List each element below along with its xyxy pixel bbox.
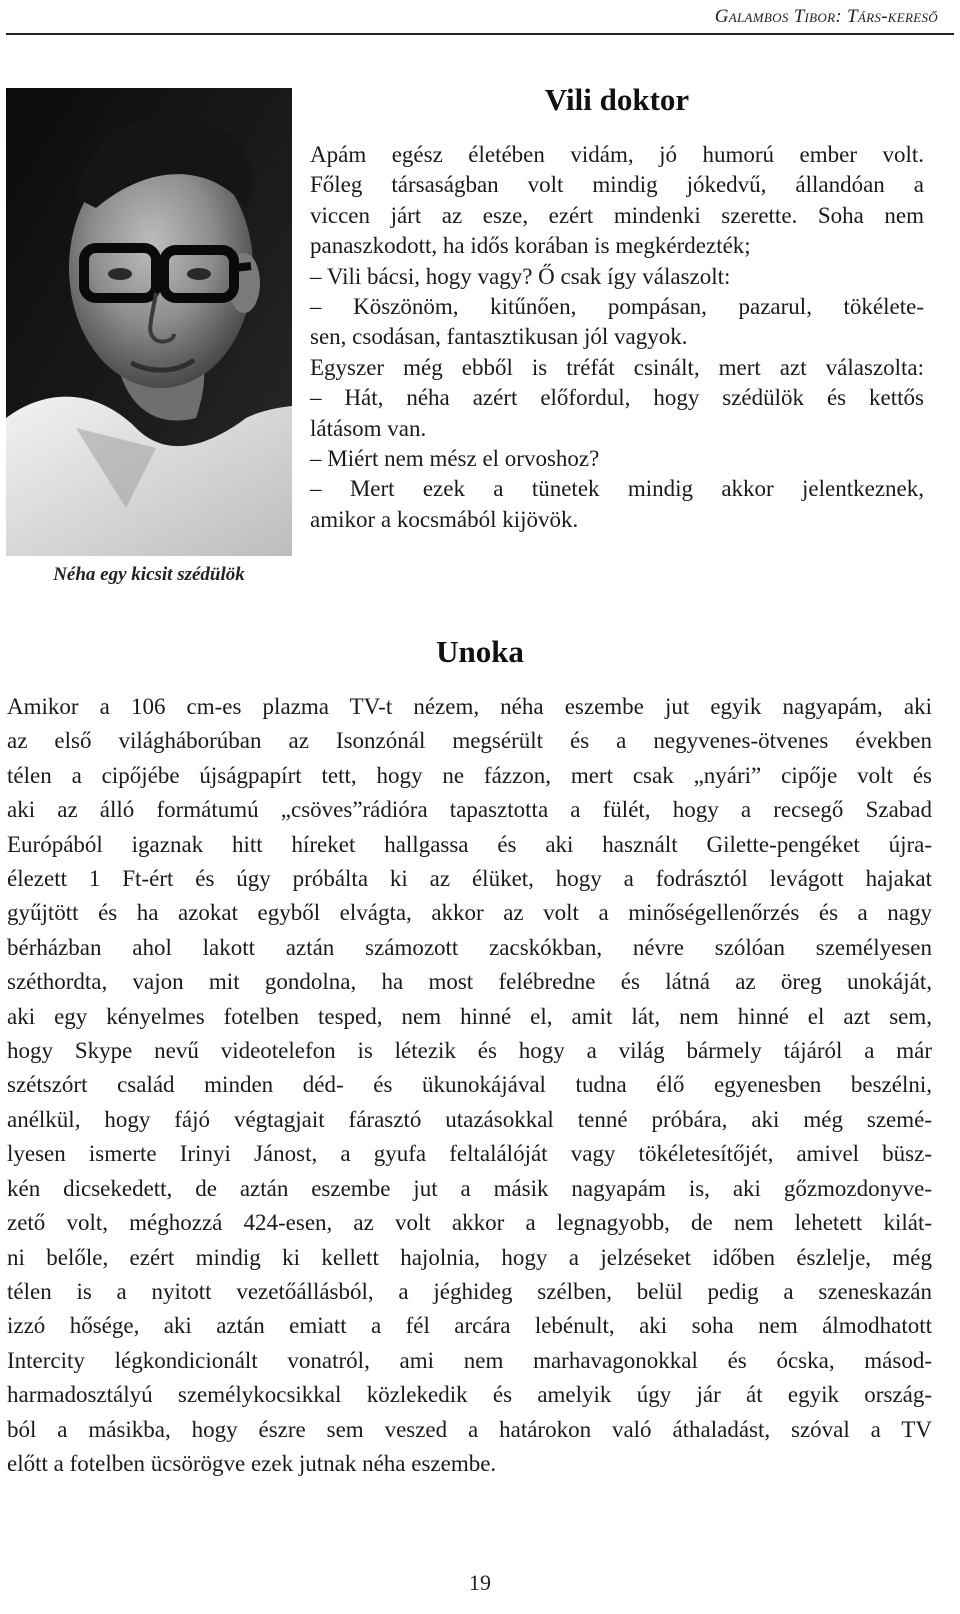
text-line: széthordta, vajon mit gondolna, ha most felébredne és látná az öreg unokáját,	[7, 969, 932, 995]
text-line: télen is a nyitott vezetőállásból, a jéghideg szélben, belül pedig a szeneskazán	[7, 1278, 932, 1304]
text-line: látásom van.	[310, 415, 427, 441]
article-body-vili-doktor	[310, 140, 924, 535]
text-line: Apám egész életében vidám, jó humorú ember volt.	[310, 142, 924, 167]
text-line: ni belőle, ezért mindig ki kellett hajolnia, hogy a jelzéseket időben észlelje, még	[7, 1244, 932, 1270]
text-line: gyűjtött és ha azokat egyből elvágta, akkor az volt a minőségellenőrzés és a nagy	[7, 900, 932, 926]
text-line: izzó hősége, aki aztán emiatt a fél arcára lebénult, aki soha nem álmodhatott	[7, 1313, 932, 1339]
text-line: – Köszönöm, kitűnően, pompásan, pazarul, tökélete-	[310, 294, 924, 320]
text-line: panaszkodott, ha idős korában is megkérdezték;	[310, 233, 751, 259]
text-line: előtt a fotelben ücsörögve ezek jutnak néha eszembe.	[7, 1450, 497, 1476]
text-line: télen a cipőjébe újságpapírt tett, hogy ne fázzon, mert csak „nyári” cipője volt és	[7, 762, 932, 788]
text-line: hogy Skype nevű videotelefon is létezik és hogy a világ bármely tájáról a már	[7, 1038, 932, 1064]
text-line: – Miért nem mész el orvoshoz?	[310, 446, 600, 472]
text-line: az első világháborúban az Isonzónál megsérült és a negyvenes-ötvenes években	[7, 728, 932, 754]
text-line: Főleg társaságban volt mindig jókedvű, állandóan a	[310, 172, 924, 198]
text-line: aki az álló formátumú „csöves”rádióra tapasztotta a fülét, hogy a recsegő Szabad	[7, 797, 932, 823]
text-line: lyesen ismerte Irinyi Jánost, a gyufa feltalálóját vagy tökéletesítőjét, amivel büsz-	[7, 1141, 932, 1167]
photo-caption: Néha egy kicsit szédülök	[53, 564, 245, 585]
article-body-unoka	[7, 690, 932, 1481]
text-line: Intercity légkondicionált vonatról, ami nem marhavagonokkal és ócska, másod-	[7, 1347, 932, 1373]
text-line: aki egy kényelmes fotelben tesped, nem hinné el, amit lát, nem hinné el azt sem,	[7, 1003, 932, 1029]
text-line: zető volt, méghozzá 424-esen, az volt akkor a legnagyobb, de nem lehetett kilát-	[7, 1210, 932, 1236]
header-rule	[6, 33, 954, 35]
text-line: harmadosztályú személykocsikkal közlekedik és amelyik úgy jár át egyik ország-	[7, 1382, 932, 1408]
text-line: amikor a kocsmából kijövök.	[310, 506, 579, 532]
text-line: kén dicsekedett, de aztán eszembe jut a másik nagyapám is, aki gőzmozdonyve-	[7, 1175, 932, 1201]
text-line: szétszórt család minden déd- és ükunokájával tudna élő egyenesben beszélni,	[7, 1072, 932, 1098]
text-line: anélkül, hogy fájó végtagjait fárasztó utazásokkal tenné próbára, aki még szemé-	[7, 1106, 932, 1132]
text-line: Amikor a 106 cm-es plazma TV-t nézem, néha eszembe jut egyik nagyapám, aki	[7, 694, 932, 719]
text-line: – Hát, néha azért előfordul, hogy szédülök és kettős	[310, 385, 924, 411]
text-line: bérházban ahol lakott aztán számozott zacskókban, névre szólóan személyesen	[7, 934, 932, 960]
text-line: viccen járt az esze, ezért mindenki szerette. Soha nem	[310, 202, 924, 228]
text-line: élezett 1 Ft-ért és úgy próbálta ki az élüket, hogy a fodrásztól levágott hajakat	[7, 866, 932, 892]
text-line: sen, csodásan, fantasztikusan jól vagyok.	[310, 324, 688, 350]
article-title-unoka: Unoka	[436, 634, 524, 669]
text-line: ból a másikba, hogy észre sem veszed a határokon való áthaladást, szóval a TV	[7, 1416, 932, 1442]
text-line: – Mert ezek a tünetek mindig akkor jelentkeznek,	[310, 476, 924, 502]
portrait-photo	[6, 88, 292, 556]
text-line: – Vili bácsi, hogy vagy? Ő csak így válaszolt:	[310, 263, 731, 289]
text-line: Egyszer még ebből is tréfát csinált, mert azt válaszolta:	[310, 354, 924, 380]
running-head: Galambos Tibor: Társ-kereső	[714, 6, 938, 27]
article-title-vili-doktor: Vili doktor	[544, 82, 690, 117]
text-line: Európából igaznak hitt híreket hallgassa és aki használt Gilette-pengéket újra-	[7, 831, 932, 857]
page-number: 19	[469, 1570, 491, 1595]
